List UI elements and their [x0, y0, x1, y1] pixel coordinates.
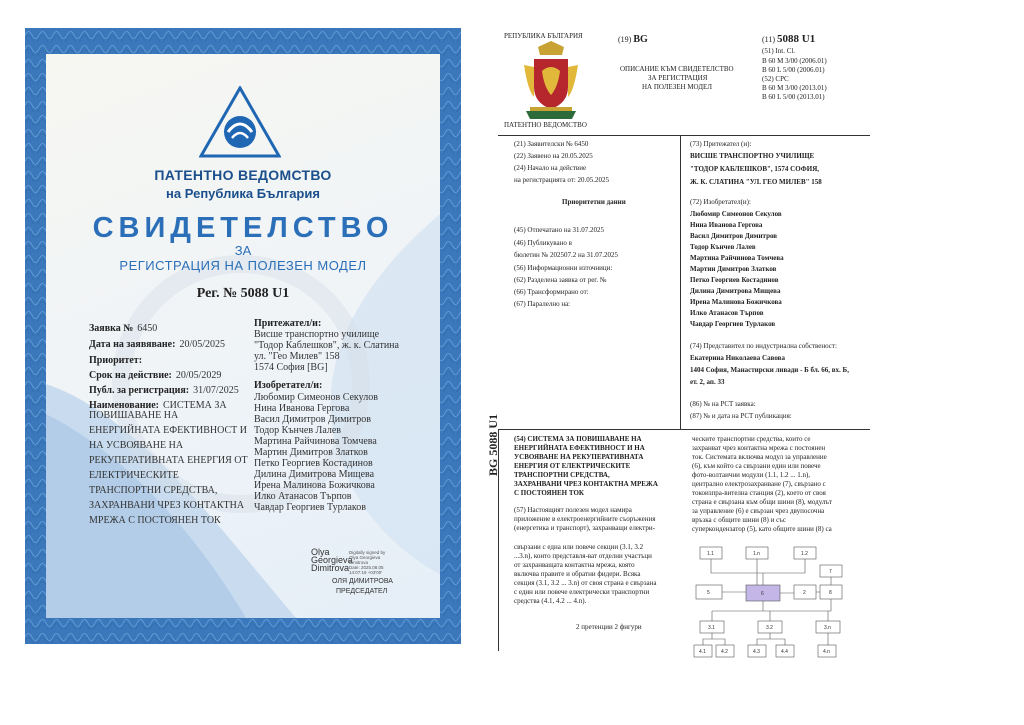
class-line: (52) CPC [762, 75, 789, 83]
field-line: (56) Информационни източници: [514, 264, 613, 272]
owner-line: ул. "Гео Милев" 158 [254, 351, 340, 362]
figure-label: 4.3 [753, 649, 760, 655]
abstract-line: секция (3.1, 3.2 ... 3.n) от своя страна е свързана [514, 579, 657, 587]
inventor: Ирена Малинова Божичкова [690, 298, 782, 306]
abstract-line: захранват чрез контактна мрежа с постоянен [692, 444, 826, 452]
divider [498, 135, 870, 136]
inventor: Мартин Димитров Златков [690, 265, 777, 273]
field-priority: Приоритет: [89, 355, 143, 366]
inventors-label: Изобретател/и: [254, 380, 323, 391]
priority-header: Приоритетни данни [562, 198, 626, 206]
title-54-line: ЕНЕРГИЯ ОТ ЕЛЕКТРИЧЕСКИТЕ [514, 462, 631, 470]
representative-line: 1404 София, Манастирски ливади - Б бл. 66, вх. Б, [690, 366, 849, 374]
office-country: на Република България [166, 186, 320, 201]
owner-line: "ТОДОР КАБЛЕШКОВ", 1574 СОФИЯ, [690, 165, 820, 173]
abstract-line: суперкондензатор (5), като общите шини (8) са [692, 525, 832, 533]
inventor: Любомир Симеонов Секулов [690, 210, 782, 218]
country-name: РЕПУБЛИКА БЪЛГАРИЯ [504, 32, 583, 40]
signature-name: Olya Georgieva Dimitrova [311, 547, 353, 573]
figure-label: 3.1 [708, 625, 715, 631]
figure-label: 4.1 [699, 649, 706, 655]
doc-title-line: ОПИСАНИЕ КЪМ СВИДЕТЕЛСТВО [620, 65, 734, 73]
patent-description [480, 28, 870, 658]
figure-label: 4.2 [721, 649, 728, 655]
column-divider [680, 135, 681, 430]
title-54-line: ТРАНСПОРТНИ СРЕДСТВА, [514, 471, 610, 479]
title-line: ЕЛЕКТРИЧЕСКИТЕ [89, 470, 179, 481]
divider [498, 429, 870, 430]
inventor: Чавдар Георгиев Турлаков [254, 502, 366, 513]
title-54-line: ЗАХРАНВАНИ ЧРЕЗ КОНТАКТНА МРЕЖА [514, 480, 658, 488]
inventor: Петко Георгиев Костадинов [254, 458, 373, 469]
figure-label: 1.2 [801, 551, 808, 557]
abstract-line: страна е свързана към общи шини (8), модулът [692, 498, 833, 506]
certificate-title: СВИДЕТЕЛСТВО [92, 212, 394, 244]
title-line: ЗАХРАНВАНИ ЧРЕЗ КОНТАКТНА [89, 500, 245, 511]
field-name: Наименование: СИСТЕМА ЗА [89, 400, 227, 411]
header-code-19: (19) BG [618, 34, 648, 45]
abstract-line: връзка с общите шини (8) и със [692, 516, 786, 524]
subtitle-registration: РЕГИСТРАЦИЯ НА ПОЛЕЗЕН МОДЕЛ [119, 258, 367, 273]
abstract-line: токоизпра-вителна станция (2), което от своя [692, 489, 826, 497]
inventor: Мартина Райчинова Томчева [690, 254, 784, 262]
figure-label: 3.n [824, 625, 831, 631]
field-application: Заявка № 6450 [89, 323, 158, 334]
header-code-11: (11) 5088 U1 [762, 33, 816, 45]
abstract-line: фото-волтаични модули (1.1, 1.2 ... 1.n), [692, 471, 811, 479]
owner-line: Висше транспортно училище [254, 329, 380, 340]
field-filing-date: Дата на заявяване: 20/05/2025 [89, 339, 226, 350]
representative-line: Екатерина Николаева Савова [690, 354, 785, 362]
registration-number: Рег. № 5088 U1 [196, 286, 290, 301]
doc-title-line: НА ПОЛЕЗЕН МОДЕЛ [642, 83, 712, 91]
signature-details: Digitally signed by Olya Georgieva Dimitrova Date: 2025.08.05 14:07:18 +03'00' [349, 550, 386, 575]
figure-label: 7 [829, 569, 832, 575]
field-line: (67) Паралелно на: [514, 300, 571, 308]
inventor: Нина Иванова Гергова [254, 403, 350, 414]
patent-office-logo [199, 86, 281, 160]
abstract-line: (енергетика и транспорт), захранващи електри- [514, 524, 655, 532]
abstract-line: включва правите и обратни фидери. Всяка [514, 570, 641, 578]
inventor: Дилина Димитрова Мищева [254, 469, 375, 480]
inventor: Тодор Кънчев Лалев [690, 243, 756, 251]
figure-label: 1.n [753, 551, 760, 557]
pct-application: (86) № на PCT заявка: [690, 400, 756, 408]
class-line: B 60 M 3/00 (2006.01) [762, 57, 827, 65]
field-line: (46) Публикувано в [514, 239, 572, 247]
doc-title-line: ЗА РЕГИСТРАЦИЯ [648, 74, 708, 82]
owner-line: Ж. К. СЛАТИНА "УЛ. ГЕО МИЛЕВ" 158 [690, 178, 822, 186]
figure-label: 6 [761, 591, 764, 597]
director-title: ПРЕДСЕДАТЕЛ [336, 588, 388, 595]
inventor: Тодор Кънчев Лалев [254, 425, 341, 436]
title-54-line: УСВОЯВАНЕ НА РЕКУПЕРАТИВНАТА [514, 453, 644, 461]
figure-label: 4.n [823, 649, 830, 655]
inventor: Любомир Симеонов Секулов [254, 392, 378, 403]
abstract-line: средства (4.1, 4.2 ... 4.n). [514, 597, 587, 605]
inventor: Мартин Димитров Златков [254, 447, 368, 458]
figure-label: 1.1 [707, 551, 714, 557]
field-line: (21) Заявителски № 6450 [514, 140, 589, 148]
abstract-line: ток. Системата включва модул за управление [692, 453, 827, 461]
title-line: МРЕЖА С ПОСТОЯНЕН ТОК [89, 515, 221, 526]
owner-label: Притежател/и: [254, 318, 322, 329]
owner-label: (73) Притежател (и): [690, 140, 752, 148]
field-validity: Срок на действие: 20/05/2029 [89, 370, 222, 381]
director-name: ОЛЯ ДИМИТРОВА [332, 578, 393, 585]
title-54-line: ЕНЕРГИЙНАТА ЕФЕКТИВНОСТ И НА [514, 444, 645, 452]
field-line: на регистрацията от: 20.05.2025 [514, 176, 610, 184]
title-54-line: (54) СИСТЕМА ЗА ПОВИШАВАНЕ НА [514, 435, 642, 443]
field-publication: Публ. за регистрация: 31/07/2025 [89, 385, 239, 396]
abstract-line: ческите транспортни средства, които се [692, 435, 811, 443]
inventor: Чавдар Георгиев Турлаков [690, 320, 776, 328]
title-line: РЕКУПЕРАТИВНАТА ЕНЕРГИЯ ОТ [89, 455, 248, 466]
field-line: (22) Заявено на 20.05.2025 [514, 152, 593, 160]
field-line: (24) Начало на действие [514, 164, 587, 172]
inventor: Ирена Малинова Божичкова [254, 480, 375, 491]
title-line: ТРАНСПОРТНИ СРЕДСТВА, [89, 485, 218, 496]
field-line: (62) Разделена заявка от рег. № [514, 276, 607, 284]
title-line: ПОВИШАВАНЕ НА [89, 410, 179, 421]
owner-line: 1574 София [BG] [254, 362, 328, 373]
figure-label: 2 [803, 590, 806, 596]
representative-label: (74) Представител по индустриална собственост: [690, 342, 837, 350]
title-54-line: С ПОСТОЯНЕН ТОК [514, 489, 584, 497]
office-name: ПАТЕНТНО ВЕДОМСТВО [504, 121, 587, 129]
abstract-line: (6), към който са свързани един или повече [692, 462, 821, 470]
abstract-line: централно електрозахранване (7), свързано с [692, 480, 826, 488]
abstract-line: за управление (6) е свързан чрез двупосочна [692, 507, 825, 515]
abstract-line: от захранващата контактна мрежа, която [514, 561, 635, 569]
certificate [25, 28, 461, 644]
abstract-line: ...3.n), които представля-ват отделни участъци [514, 552, 652, 560]
inventor: Илко Атанасов Търпов [690, 309, 764, 317]
class-line: (51) Int. Cl. [762, 47, 796, 55]
field-line: бюлетин № 202507.2 на 31.07.2025 [514, 251, 619, 259]
coat-of-arms-icon [520, 41, 582, 121]
inventor: Васил Димитров Димитров [690, 232, 778, 240]
figure-label: 5 [707, 590, 710, 596]
figure-label: 8 [829, 590, 832, 596]
inventor: Мартина Райчинова Томчева [254, 436, 377, 447]
owner-line: "Тодор Каблешков", ж. к. Слатина [254, 340, 399, 351]
office-name: ПАТЕНТНО ВЕДОМСТВО [154, 167, 332, 183]
abstract-line: приложение в електроенергийните съоръжения [514, 515, 656, 523]
class-line: B 60 M 3/00 (2013.01) [762, 84, 827, 92]
block-diagram-figure [690, 543, 856, 663]
inventor: Васил Димитров Димитров [254, 414, 372, 425]
figure-label: 4.4 [781, 649, 788, 655]
pct-publication: (87) № и дата на PCT публикация: [690, 412, 792, 420]
inventor: Дилина Димитрова Мищева [690, 287, 781, 295]
abstract-line: с един или повече електрически транспортни [514, 588, 650, 596]
side-document-number: BG 5088 U1 [486, 413, 500, 476]
class-line: B 60 L 5/00 (2006.01) [762, 66, 825, 74]
inventor: Илко Атанасов Търпов [254, 491, 352, 502]
inventor: Петко Георгиев Костадинов [690, 276, 779, 284]
field-line: (66) Трансформирано от: [514, 288, 589, 296]
claims-count: 2 претенции 2 фигури [576, 623, 642, 631]
inventors-label: (72) Изобретател(и): [690, 198, 751, 206]
owner-line: ВИСШЕ ТРАНСПОРТНО УЧИЛИЩЕ [690, 152, 815, 160]
abstract-line: свързани с една или повече секции (3.1, 3.2 [514, 543, 644, 551]
subtitle-za: ЗА [234, 243, 252, 258]
figure-label: 3.2 [766, 625, 773, 631]
representative-line: ет. 2, ап. 33 [690, 378, 725, 386]
abstract-line: (57) Настоящият полезен модел намира [514, 506, 632, 514]
class-line: B 60 L 5/00 (2013.01) [762, 93, 825, 101]
title-line: НА УСВОЯВАНЕ НА [89, 440, 184, 451]
inventor: Нина Иванова Гергова [690, 221, 763, 229]
title-line: ЕНЕРГИЙНАТА ЕФЕКТИВНОСТ И [89, 425, 247, 436]
field-line: (45) Отпечатано на 31.07.2025 [514, 226, 605, 234]
